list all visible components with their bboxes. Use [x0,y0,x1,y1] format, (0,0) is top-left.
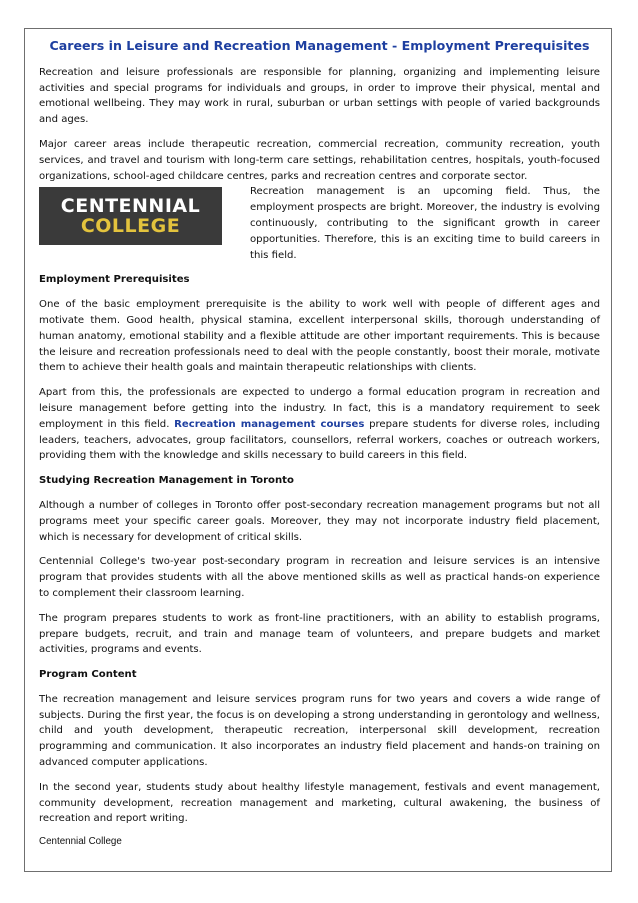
program-paragraph-2: In the second year, students study about healthy lifestyle management, festivals and event management, community development, recreation management and marketing, cultural awakening, the business of recreation and report writing. [39,781,600,825]
studying-paragraph-1: Although a number of colleges in Toronto offer post-secondary recreation management programs but not all programs meet your specific career goals. Moreover, they may not incorporate industry field placement, which is necessary for development of critical skills. [39,499,600,543]
centennial-college-logo [39,187,222,245]
logo-and-text-block [39,184,600,263]
logo-text-line1: CENTENNIAL [60,195,201,218]
employment-paragraph-2-start: Apart from this, the professionals are expected to undergo a formal education program in recreation and leisure management before getting into the industry. In fact, this is a mandatory requirement to seek employment in this field. [39,387,600,430]
employment-paragraph-2-end: prepare students for diverse roles, including leaders, teachers, advocates, group facilitators, counsellors, referral workers, coaches or outreach workers, providing them with the knowledge and skills necessary to build careers in this field. [39,418,600,462]
intro-paragraph-2: Major career areas include therapeutic recreation, commercial recreation, community recreation, youth services, and travel and tourism with long-term care settings, rehabilitation centres, hospitals, youth-focused organizations, school-aged childcare centres, parks and recreation centres and corporate sector. [39,138,600,182]
document-title: Careers in Leisure and Recreation Management - Employment Prerequisites [49,38,590,53]
studying-paragraph-2: Centennial College's two-year post-secondary program in recreation and leisure services is an intensive program that provides students with all the above mentioned skills as well as practical hands-on experience to complement their classroom learning. [39,556,600,599]
page-footer: Centennial College [39,836,122,847]
employment-paragraph-2 [39,385,600,464]
employment-paragraph-1: One of the basic employment prerequisite is the ability to work well with people of different ages and motivate them. Good health, physical stamina, excellent interpersonal skills, thorough understanding of human anatomy, emotional stability and a flexible attitude are other important requirements. This is because the leisure and recreation professionals need to deal with the people constantly, boost their morale, motivate them to achieve their health goals and maintain therapeutic relationships with clients. [39,299,600,374]
intro-paragraph-3: Recreation management is an upcoming field. Thus, the employment prospects are bright. Moreover, the industry is evolving continuously, contributing to the significant growth in career opportunities. Therefore, this is an exciting time to build careers in this field. [250,186,600,261]
program-paragraph-1: The recreation management and leisure services program runs for two years and covers a wide range of subjects. During the first year, the focus is on developing a strong understanding in gerontology and wellness, child and youth development, therapeutic recreation, interpersonal skill development, recreation programming and communication. It also incorporates an industry field placement and hands-on training on advanced computer applications. [39,693,600,769]
intro-paragraph-1: Recreation and leisure professionals are responsible for planning, organizing and implementing leisure activities and special programs for individuals and groups, in order to improve their physical, mental and emotional wellbeing. They may work in rural, suburban or urban settings with people of varied backgrounds and ages. [39,66,600,126]
studying-paragraph-3: The program prepares students to work as front-line practitioners, with an ability to establish programs, prepare budgets, recruit, and train and manage team of volunteers, and prepare budgets and market activities, programs and events. [39,612,600,656]
logo-text-line2: COLLEGE [80,215,181,238]
heading-program-content: Program Content [39,669,137,681]
document-body [39,38,600,836]
heading-employment-prerequisites: Employment Prerequisites [39,274,190,286]
recreation-management-courses-link[interactable]: Recreation management courses [174,418,365,430]
heading-studying-recreation: Studying Recreation Management in Toronto [39,475,294,487]
